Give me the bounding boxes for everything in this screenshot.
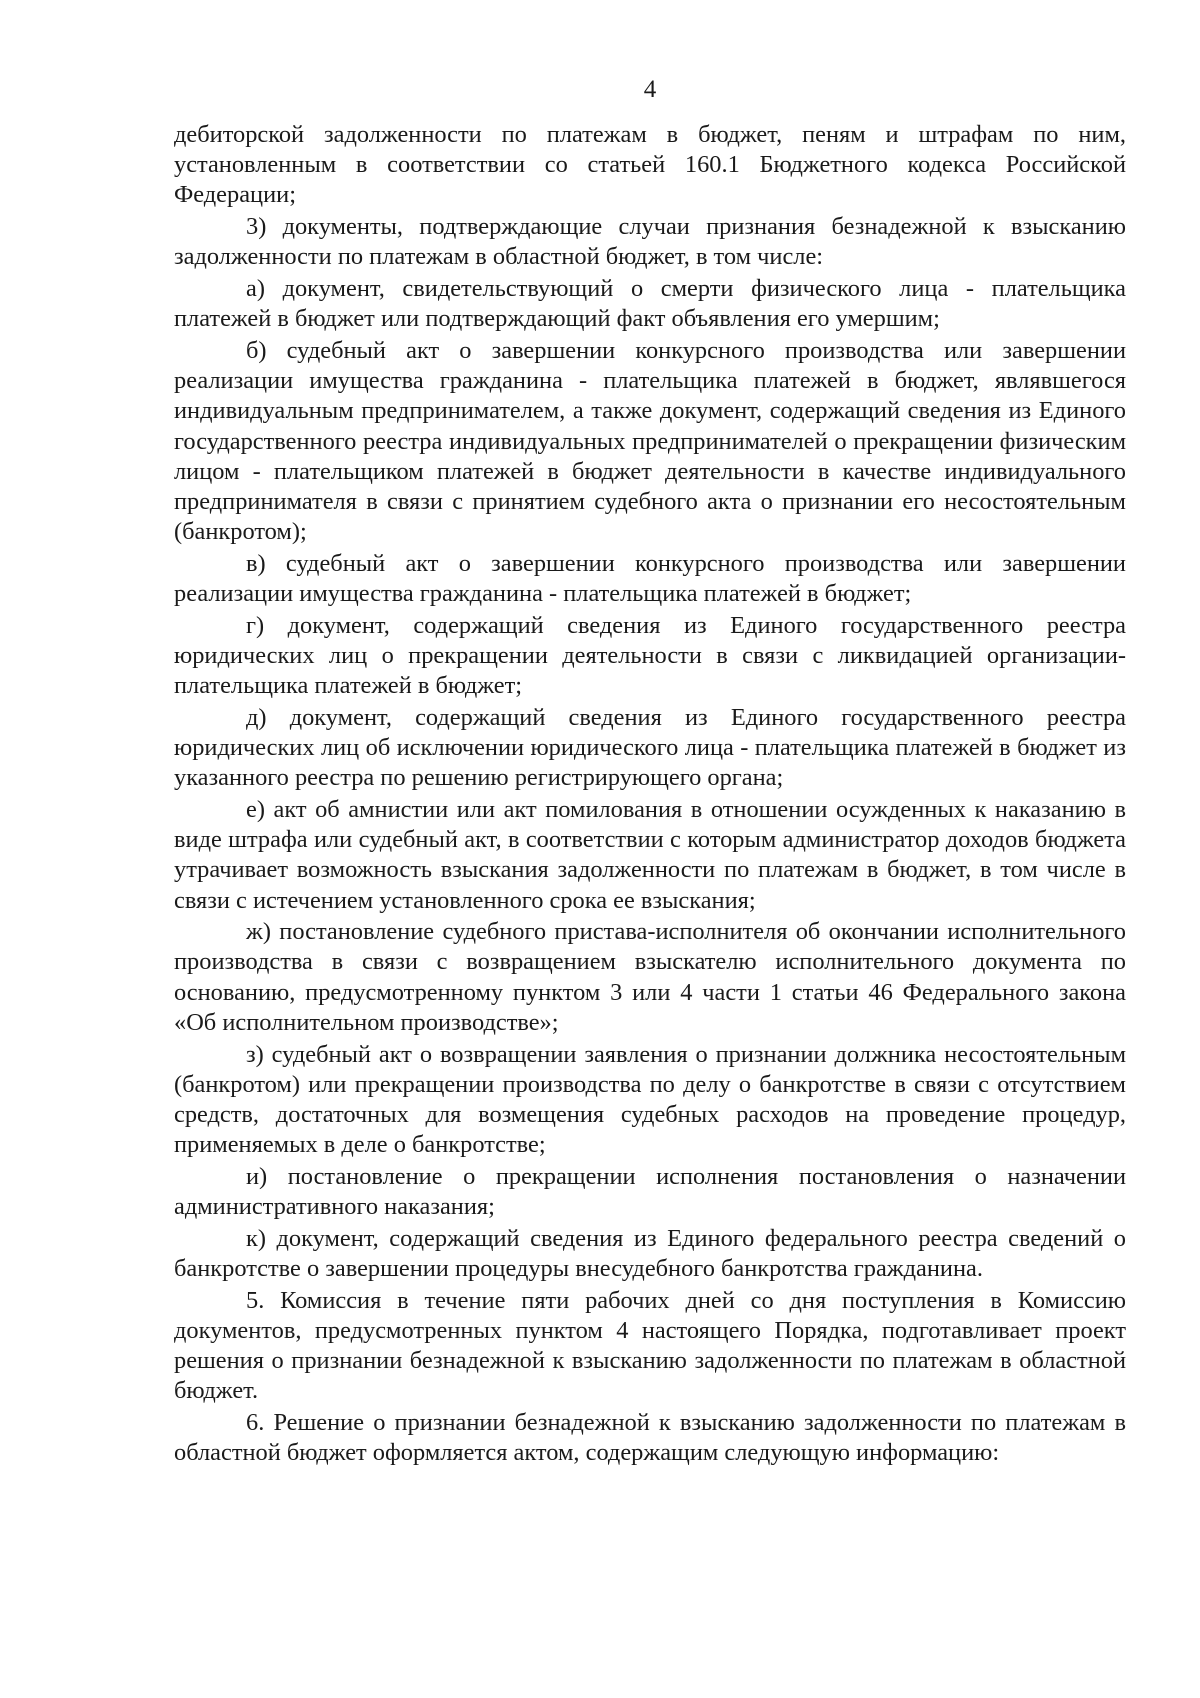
paragraph-subitem-v: в) судебный акт о завершении конкурсного производства или завершении реализации имущества гражданина - плательщика платежей в бюджет; <box>174 549 1126 608</box>
paragraph-subitem-e: е) акт об амнистии или акт помилования в отношении осужденных к наказанию в виде штрафа или судебный акт, в соответствии с которым администратор доходов бюджета утрачивает возможность взыскания задолженности по платежам в бюджет, в том числе в связи с истечением установленного срока ее взыскания; <box>174 795 1126 914</box>
paragraph-subitem-g: г) документ, содержащий сведения из Единого государственного реестра юридических лиц о прекращении деятельности в связи с ликвидацией организации-плательщика платежей в бюджет; <box>174 611 1126 700</box>
page-number: 4 <box>643 76 657 103</box>
paragraph-subitem-i: и) постановление о прекращении исполнения постановления о назначении административного наказания; <box>174 1162 1126 1221</box>
document-page <box>174 70 1126 1470</box>
paragraph-subitem-zh: ж) постановление судебного пристава-исполнителя об окончании исполнительного производства в связи с возвращением взыскателю исполнительного документа по основанию, предусмотренному пунктом 3 или 4 части 1 статьи 46 Федерального закона «Об исполнительном производстве»; <box>174 918 1126 1036</box>
paragraph-subitem-z: з) судебный акт о возвращении заявления о признании должника несостоятельным (банкротом) или прекращении производства по делу о банкротстве в связи с отсутствием средств, достаточных для возмещения судебных расходов на проведение процедур, применяемых в деле о банкротстве; <box>174 1040 1126 1159</box>
paragraph-item-6: 6. Решение о признании безнадежной к взысканию задолженности по платежам в областной бюджет оформляется актом, содержащим следующую информацию: <box>174 1409 1126 1467</box>
paragraph-item-5: 5. Комиссия в течение пяти рабочих дней со дня поступления в Комиссию документов, предусмотренных пунктом 4 настоящего Порядка, подготавливает проект решения о признании безнадежной к взысканию задолженности по платежам в областной бюджет. <box>174 1286 1126 1405</box>
paragraph-subitem-b: б) судебный акт о завершении конкурсного производства или завершении реализации имущества гражданина - плательщика платежей в бюджет, являвшегося индивидуальным предпринимателем, а также документ, содержащий сведения из Единого государственного реестра индивидуальных предпринимателей о прекращении физическим лицом - плательщиком платежей в бюджет деятельности в качестве индивидуального предпринимателя в связи с принятием судебного акта о признании его несостоятельным (банкротом); <box>174 336 1126 546</box>
paragraph-subitem-d: д) документ, содержащий сведения из Единого государственного реестра юридических лиц об исключении юридического лица - плательщика платежей в бюджет из указанного реестра по решению регистрирующего органа; <box>174 703 1126 792</box>
paragraph-subitem-k: к) документ, содержащий сведения из Единого федерального реестра сведений о банкротстве о завершении процедуры внесудебного банкротства гражданина. <box>174 1224 1126 1283</box>
paragraph-continuation: дебиторской задолженности по платежам в бюджет, пеням и штрафам по ним, установленным в соответствии со статьей 160.1 Бюджетного кодекса Российской Федерации; <box>174 121 1126 209</box>
paragraph-item-3: 3) документы, подтверждающие случаи признания безнадежной к взысканию задолженности по платежам в областной бюджет, в том числе: <box>174 213 1126 271</box>
paragraph-subitem-a: а) документ, свидетельствующий о смерти физического лица - плательщика платежей в бюджет или подтверждающий факт объявления его умершим; <box>174 275 1126 333</box>
